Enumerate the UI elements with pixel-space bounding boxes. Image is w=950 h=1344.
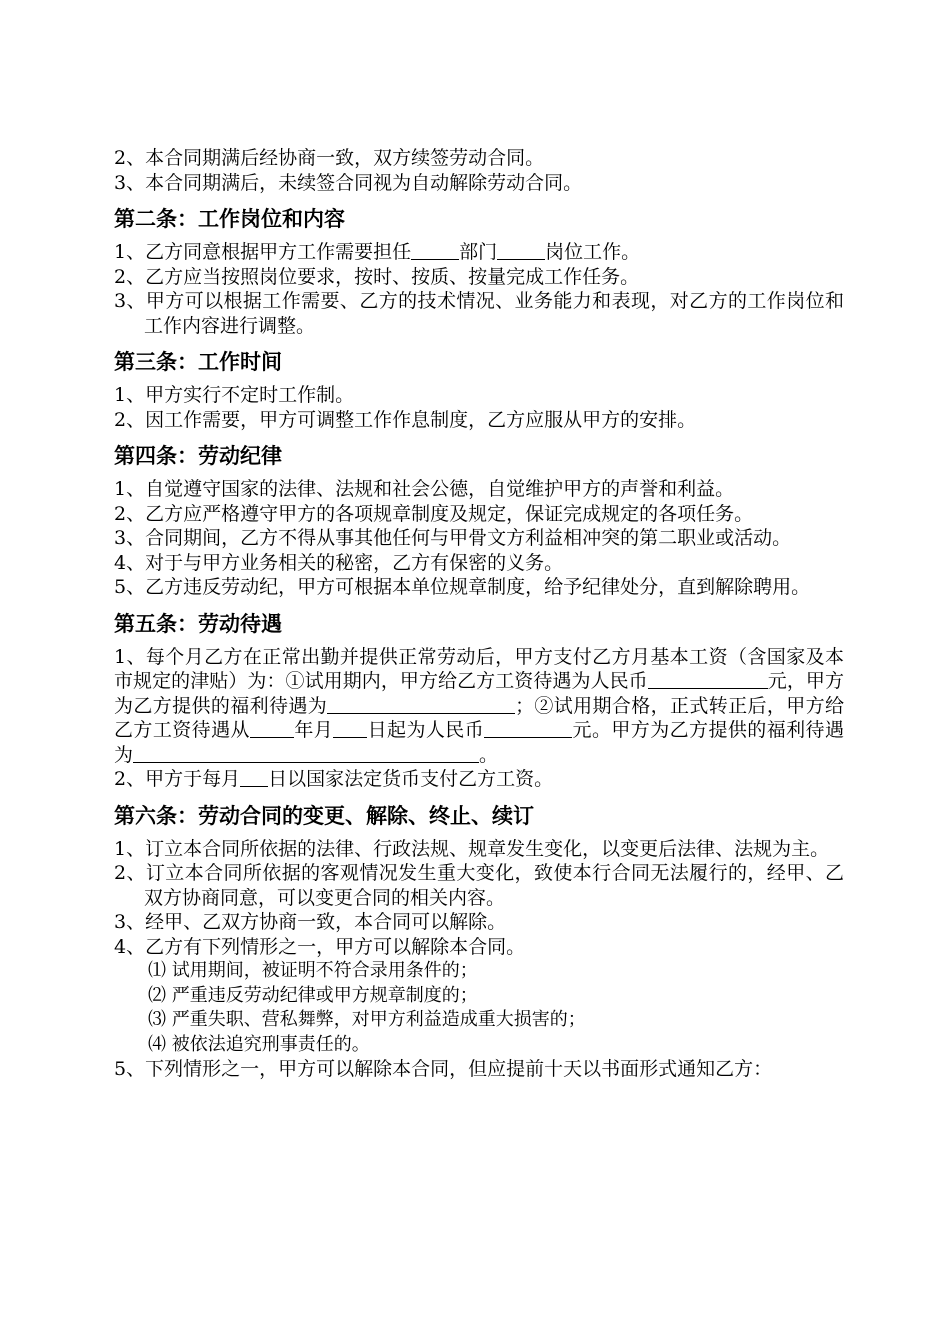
section-heading-discipline: 第四条：劳动纪律 xyxy=(114,444,282,468)
sub-item: ⑷ 被依法追究刑事责任的。 xyxy=(148,1033,370,1055)
clause-job-adjustment: 3、甲方可以根据工作需要、乙方的技术情况、业务能力和表现，对乙方的工作岗位和工作内容进行调整。 xyxy=(114,290,844,337)
clause-change-5: 5、下列情形之一，甲方可以解除本合同，但应提前十天以书面形式通知乙方： xyxy=(114,1058,773,1080)
fill-in-blank-department xyxy=(411,241,459,260)
fill-in-blank-regular-salary xyxy=(484,719,572,738)
sub-item: ⑶ 严重失职、营私舞弊，对甲方利益造成重大损害的； xyxy=(148,1009,586,1030)
text-segment: 1、乙方同意根据甲方工作需要担任 xyxy=(114,241,412,263)
text-segment: 岗位工作。 xyxy=(545,241,641,263)
section-heading-contract-changes: 第六条：劳动合同的变更、解除、终止、续订 xyxy=(114,803,534,828)
clause-hours-adjust: 2、因工作需要，甲方可调整工作作息制度，乙方应服从甲方的安排。 xyxy=(114,408,697,431)
text-segment: 1、每个月乙方在正常出勤并提供正常劳动后，甲方支付乙方月基本工资（含国家及本市规定的津贴）为：①试用期内，甲方给乙方工资待遇为人民币 xyxy=(114,645,844,692)
fill-in-blank-benefits-cont xyxy=(411,695,515,714)
clause-renewal: 2、本合同期满后经协商一致，双方续签劳动合同。 xyxy=(114,147,545,169)
sub-item: ⑵ 严重违反劳动纪律或甲方规章制度的； xyxy=(148,984,478,1006)
fill-in-blank-probation-salary xyxy=(648,670,768,689)
text-segment: 元，甲方为乙方提供的福利待遇为 xyxy=(114,670,844,717)
clause-change-4: 4、乙方有下列情形之一，甲方可以解除本合同。 xyxy=(114,935,526,958)
clause-change-1: 1、订立本合同所依据的法律、行政法规、规章发生变化，以变更后法律、法规为主。 xyxy=(114,837,830,860)
fill-in-blank-benefits xyxy=(327,695,411,714)
section-heading-compensation: 第五条：劳动待遇 xyxy=(114,611,282,636)
fill-in-blank-regular-benefits xyxy=(133,744,479,763)
clause-payday xyxy=(114,767,844,792)
clause-discipline-2: 2、乙方应严格遵守甲方的各项规章制度及规定，保证完成规定的各项任务。 xyxy=(114,502,754,525)
text-segment: 日以国家法定货币支付乙方工资。 xyxy=(268,768,554,790)
clause-hours-system: 1、甲方实行不定时工作制。 xyxy=(114,384,355,406)
clause-auto-termination: 3、本合同期满后，未续签合同视为自动解除劳动合同。 xyxy=(114,171,583,194)
clause-discipline-4: 4、对于与甲方业务相关的秘密，乙方有保密的义务。 xyxy=(114,551,564,574)
text-segment: 月 xyxy=(313,719,334,741)
clause-change-2: 2、订立本合同所依据的客观情况发生重大变化，致使本行合同无法履行的，经甲、乙双方协商同意，可以变更合同的相关内容。 xyxy=(114,862,844,909)
text-segment: 2、甲方于每月 xyxy=(114,768,241,790)
text-segment: ；②试用期合格，正式转正后，甲方给乙方工资待遇从 xyxy=(114,694,844,741)
text-segment: 元。甲方为乙方提供的福利待遇为 xyxy=(114,719,844,766)
text-segment: 日起为人民币 xyxy=(367,719,485,741)
clause-discipline-1: 1、自觉遵守国家的法律、法规和社会公德，自觉维护甲方的声誉和利益。 xyxy=(114,478,735,500)
fill-in-blank-position xyxy=(497,241,545,260)
text-segment: 年 xyxy=(293,719,314,741)
clause-job-position xyxy=(114,240,844,265)
section-heading-hours: 第三条：工作时间 xyxy=(114,350,282,374)
fill-in-blank-day xyxy=(333,719,367,738)
clause-discipline-3: 3、合同期间，乙方不得从事其他任何与甲骨文方利益相冲突的第二职业或活动。 xyxy=(114,527,792,549)
clause-job-requirements: 2、乙方应当按照岗位要求，按时、按质、按量完成工作任务。 xyxy=(114,265,640,288)
fill-in-blank-year xyxy=(250,719,294,738)
sub-item: ⑴ 试用期间，被证明不符合录用条件的； xyxy=(148,960,478,981)
fill-in-blank-payday xyxy=(240,768,268,787)
clause-salary xyxy=(114,645,844,768)
text-segment: 部门 xyxy=(459,241,498,263)
clause-discipline-5: 5、乙方违反劳动纪，甲方可根据本单位规章制度，给予纪律处分，直到解除聘用。 xyxy=(114,576,811,598)
section-heading-job: 第二条：工作岗位和内容 xyxy=(114,207,345,231)
text-segment: 。 xyxy=(479,743,499,766)
clause-change-3: 3、经甲、乙双方协商一致，本合同可以解除。 xyxy=(114,911,507,933)
contract-page xyxy=(114,146,844,1082)
